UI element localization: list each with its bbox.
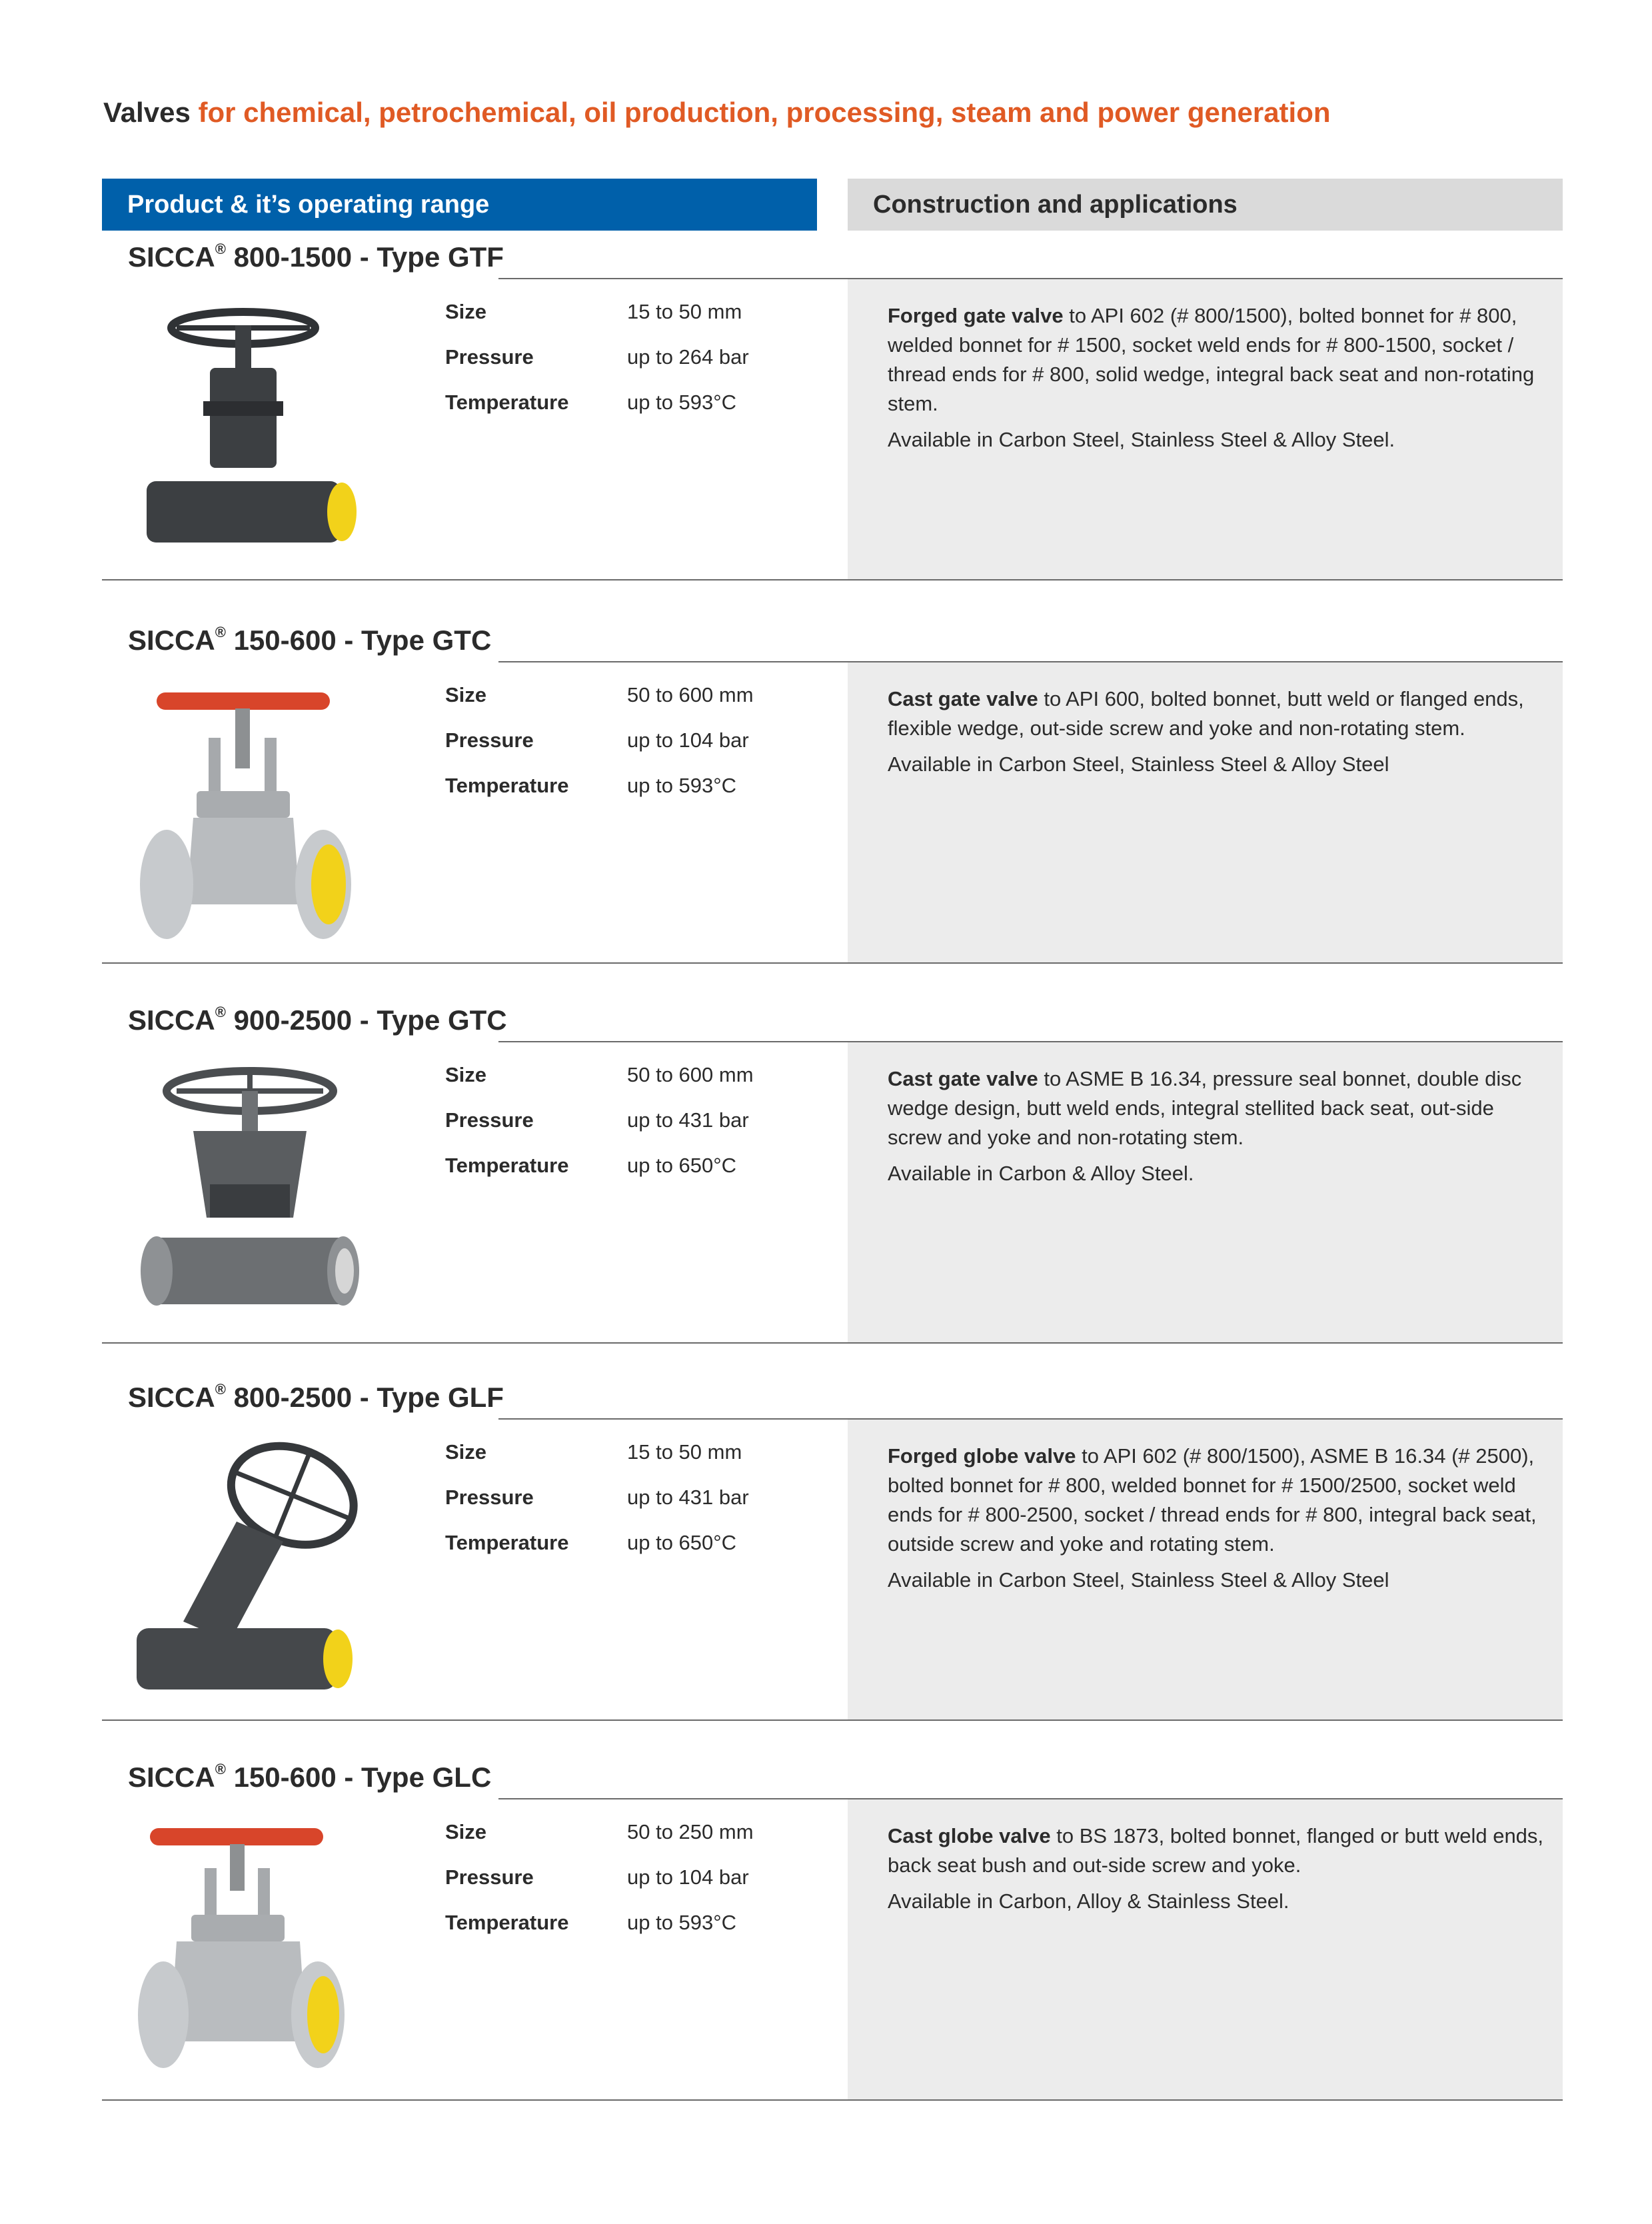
spec-label: Size	[445, 300, 487, 323]
description-text: Forged globe valve to API 602 (# 800/1500), ASME B 16.34 (# 2500), bolted bonnet for # 800, welded bonnet for # 1500/2500, socket weld ends for # 800-2500, socket / thread ends for # 800, integral back seat, outside screw and yoke and rotating stem.	[888, 1444, 1537, 1556]
spec-label: Temperature	[445, 1531, 569, 1554]
section-divider	[498, 1418, 1563, 1420]
section-divider	[102, 1719, 1563, 1721]
cast-globe-valve-icon	[130, 1821, 370, 2088]
spec-label: Size	[445, 1440, 487, 1464]
product-title: SICCA® 800-2500 - Type GLF	[128, 1381, 504, 1413]
spec-label: Pressure	[445, 728, 534, 752]
spec-label: Pressure	[445, 345, 534, 369]
spec-value: 50 to 600 mm	[627, 683, 754, 706]
section-divider	[102, 1342, 1563, 1344]
section-divider	[102, 579, 1563, 580]
spec-label: Size	[445, 1063, 487, 1086]
availability-text: Available in Carbon Steel, Stainless Steel & Alloy Steel	[888, 752, 1389, 776]
section-divider	[102, 962, 1563, 964]
page-title-rest: for chemical, petrochemical, oil production, processing, steam and power generation	[198, 97, 1331, 128]
forged-globe-valve-icon	[130, 1442, 370, 1708]
description-text: Forged gate valve to API 602 (# 800/1500), bolted bonnet for # 800, welded bonnet for # 1500, socket weld ends for # 800-1500, socket / thread ends for # 800, solid wedge, integral back seat and non-rotating stem.	[888, 304, 1535, 415]
construction-description	[888, 684, 1551, 786]
spec-label: Size	[445, 1820, 487, 1843]
forged-gate-valve-icon	[130, 301, 370, 568]
product-section	[0, 1004, 1652, 1388]
spec-value: 50 to 600 mm	[627, 1063, 754, 1086]
section-divider	[102, 2099, 1563, 2101]
availability-text: Available in Carbon Steel, Stainless Steel & Alloy Steel	[888, 1568, 1389, 1592]
product-range-header: Product & it’s operating range	[102, 179, 817, 231]
availability-text: Available in Carbon Steel, Stainless Steel & Alloy Steel.	[888, 428, 1395, 451]
spec-label: Pressure	[445, 1865, 534, 1889]
spec-value: up to 593°C	[627, 774, 737, 797]
description-text: Cast globe valve to BS 1873, bolted bonnet, flanged or butt weld ends, back seat bush and out-side screw and yoke.	[888, 1824, 1544, 1877]
spec-value: up to 650°C	[627, 1531, 737, 1554]
spec-label: Pressure	[445, 1486, 534, 1509]
spec-label: Pressure	[445, 1108, 534, 1132]
construction-description	[888, 1064, 1551, 1195]
spec-value: up to 593°C	[627, 1911, 737, 1934]
availability-text: Available in Carbon & Alloy Steel.	[888, 1162, 1194, 1185]
product-title: SICCA® 900-2500 - Type GTC	[128, 1004, 507, 1036]
section-divider	[498, 1798, 1563, 1799]
spec-value: up to 593°C	[627, 391, 737, 414]
product-title: SICCA® 800-1500 - Type GTF	[128, 241, 504, 273]
construction-description	[888, 301, 1551, 461]
availability-text: Available in Carbon, Alloy & Stainless Steel.	[888, 1889, 1289, 1913]
spec-value: 15 to 50 mm	[627, 300, 742, 323]
spec-label: Temperature	[445, 391, 569, 414]
spec-value: 15 to 50 mm	[627, 1440, 742, 1464]
spec-value: up to 431 bar	[627, 1486, 749, 1509]
product-section	[0, 624, 1652, 1008]
product-title: SICCA® 150-600 - Type GTC	[128, 624, 492, 656]
page-title	[103, 97, 1331, 129]
spec-value: up to 431 bar	[627, 1108, 749, 1132]
spec-value: up to 104 bar	[627, 1865, 749, 1889]
section-divider	[498, 661, 1563, 662]
construction-header: Construction and applications	[848, 179, 1563, 231]
product-title: SICCA® 150-600 - Type GLC	[128, 1761, 492, 1793]
spec-value: 50 to 250 mm	[627, 1820, 754, 1843]
spec-value: up to 104 bar	[627, 728, 749, 752]
page-title-lead: Valves	[103, 97, 191, 128]
pressure-seal-gate-valve-icon	[130, 1064, 370, 1331]
spec-label: Temperature	[445, 1911, 569, 1934]
spec-label: Size	[445, 683, 487, 706]
section-divider	[498, 278, 1563, 279]
spec-value: up to 264 bar	[627, 345, 749, 369]
section-divider	[498, 1041, 1563, 1042]
cast-gate-valve-icon	[130, 684, 370, 951]
product-section	[0, 1761, 1652, 2145]
spec-value: up to 650°C	[627, 1154, 737, 1177]
construction-description	[888, 1821, 1551, 1923]
description-text: Cast gate valve to ASME B 16.34, pressure seal bonnet, double disc wedge design, butt weld ends, integral stellited back seat, out-side screw and yoke and non-rotating stem.	[888, 1067, 1522, 1149]
product-section	[0, 1382, 1652, 1765]
product-section	[0, 241, 1652, 624]
spec-label: Temperature	[445, 774, 569, 797]
spec-label: Temperature	[445, 1154, 569, 1177]
construction-description	[888, 1442, 1551, 1602]
description-text: Cast gate valve to API 600, bolted bonnet, butt weld or flanged ends, flexible wedge, out-side screw and yoke and non-rotating stem.	[888, 687, 1524, 740]
